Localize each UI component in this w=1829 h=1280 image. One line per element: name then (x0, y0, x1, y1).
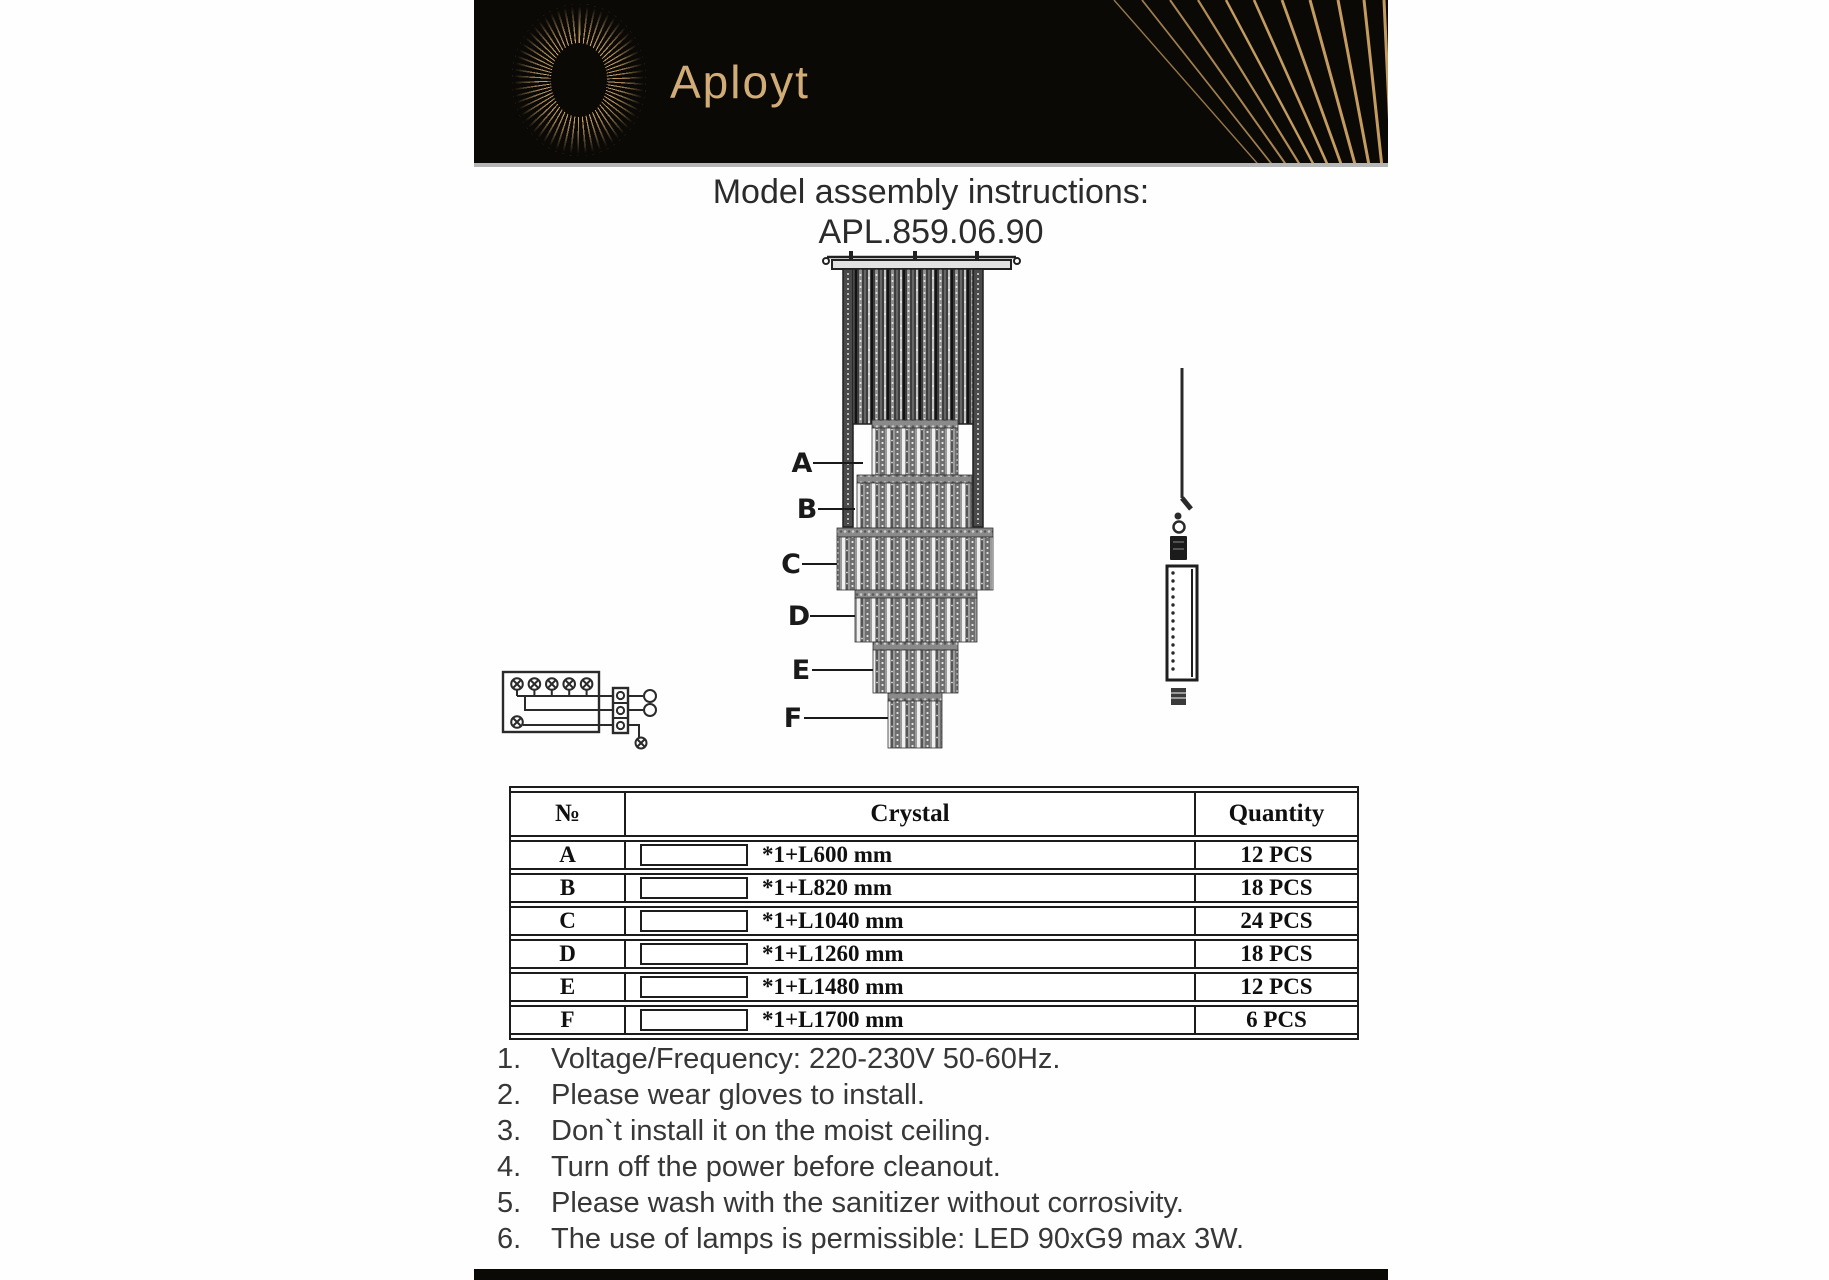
row-quantity: 24 PCS (1196, 906, 1357, 936)
row-quantity: 12 PCS (1196, 972, 1357, 1002)
instruction-number: 5. (497, 1187, 522, 1219)
crystal-bar-icon (640, 877, 748, 899)
banner-shadow (474, 163, 1388, 167)
tier-D (855, 590, 977, 642)
instruction-number: 2. (497, 1079, 522, 1111)
crystal-spec: *1+L1700 mm (762, 1007, 904, 1032)
tier-B (857, 475, 972, 528)
instruction-item (490, 1221, 1470, 1257)
table-row (511, 906, 1357, 936)
table-row (511, 972, 1357, 1002)
table-header-row (511, 791, 1357, 837)
header-quantity: Quantity (1196, 791, 1357, 837)
crystal-bar-icon (640, 943, 748, 965)
mounting-plate (823, 251, 1020, 269)
model-number: APL.859.06.90 (818, 213, 1044, 251)
row-quantity: 12 PCS (1196, 840, 1357, 870)
wiring-diagram (493, 658, 668, 753)
instruction-text: Turn off the power before cleanout. (551, 1151, 1001, 1183)
brand-banner (474, 0, 1388, 163)
tier-C (837, 528, 993, 590)
terminal-block (613, 688, 628, 733)
brand-name: Aployt (670, 55, 810, 108)
title-block (474, 172, 1388, 252)
crystal-spec: *1+L820 mm (762, 875, 893, 900)
upper-crystal-section (853, 269, 973, 424)
label-D: D (787, 601, 811, 632)
label-A: A (791, 448, 813, 479)
crystal-bar-icon (640, 910, 748, 932)
row-quantity: 6 PCS (1196, 1005, 1357, 1035)
label-C: C (781, 549, 801, 580)
sunburst-logo-center (551, 43, 607, 117)
crystal-bar-icon (640, 976, 748, 998)
footer-bar (474, 1269, 1388, 1280)
row-letter: B (511, 873, 626, 903)
instruction-item (490, 1077, 1470, 1113)
instruction-text: Please wash with the sanitizer without corrosivity. (551, 1187, 1184, 1219)
crystal-spec: *1+L600 mm (762, 842, 893, 867)
instruction-number: 4. (497, 1151, 522, 1183)
label-F: F (783, 703, 803, 734)
tier-F (888, 693, 942, 748)
crystal-spec: *1+L1480 mm (762, 974, 904, 999)
instruction-item (490, 1185, 1470, 1221)
row-letter: E (511, 972, 626, 1002)
instruction-item (490, 1113, 1470, 1149)
instruction-item (490, 1149, 1470, 1185)
instruction-number: 3. (497, 1115, 522, 1147)
label-E: E (791, 655, 811, 686)
header-num: № (511, 791, 626, 837)
label-B: B (796, 494, 818, 525)
row-letter: A (511, 840, 626, 870)
gold-ray-fan-icon (918, 0, 1388, 163)
row-quantity: 18 PCS (1196, 939, 1357, 969)
tier-A (872, 420, 958, 475)
row-letter: D (511, 939, 626, 969)
instruction-text: The use of lamps is permissible: LED 90xG9 max 3W. (551, 1223, 1245, 1255)
table-row (511, 873, 1357, 903)
table-row (511, 840, 1357, 870)
crystal-bar-icon (640, 844, 748, 866)
crystal-bar-icon (640, 1009, 748, 1031)
instruction-list (490, 1041, 1470, 1257)
table-row (511, 1005, 1357, 1035)
chandelier-diagram (775, 248, 1035, 753)
crystal-spec: *1+L1260 mm (762, 941, 904, 966)
instruction-text: Voltage/Frequency: 220-230V 50-60Hz. (551, 1043, 1061, 1075)
pendant-detail-diagram (1152, 300, 1216, 720)
parts-table (509, 786, 1359, 1040)
instruction-text: Please wear gloves to install. (551, 1079, 925, 1111)
row-letter: F (511, 1005, 626, 1035)
instruction-number: 6. (497, 1223, 522, 1255)
terminal-screws (511, 678, 592, 690)
row-letter: C (511, 906, 626, 936)
tier-E (873, 642, 958, 693)
instruction-number: 1. (497, 1043, 522, 1075)
table-row (511, 939, 1357, 969)
page-title: Model assembly instructions: (712, 173, 1150, 211)
row-quantity: 18 PCS (1196, 873, 1357, 903)
header-crystal: Crystal (626, 791, 1196, 837)
instruction-text: Don`t install it on the moist ceiling. (551, 1115, 992, 1147)
crystal-spec: *1+L1040 mm (762, 908, 904, 933)
instruction-item (490, 1041, 1470, 1077)
